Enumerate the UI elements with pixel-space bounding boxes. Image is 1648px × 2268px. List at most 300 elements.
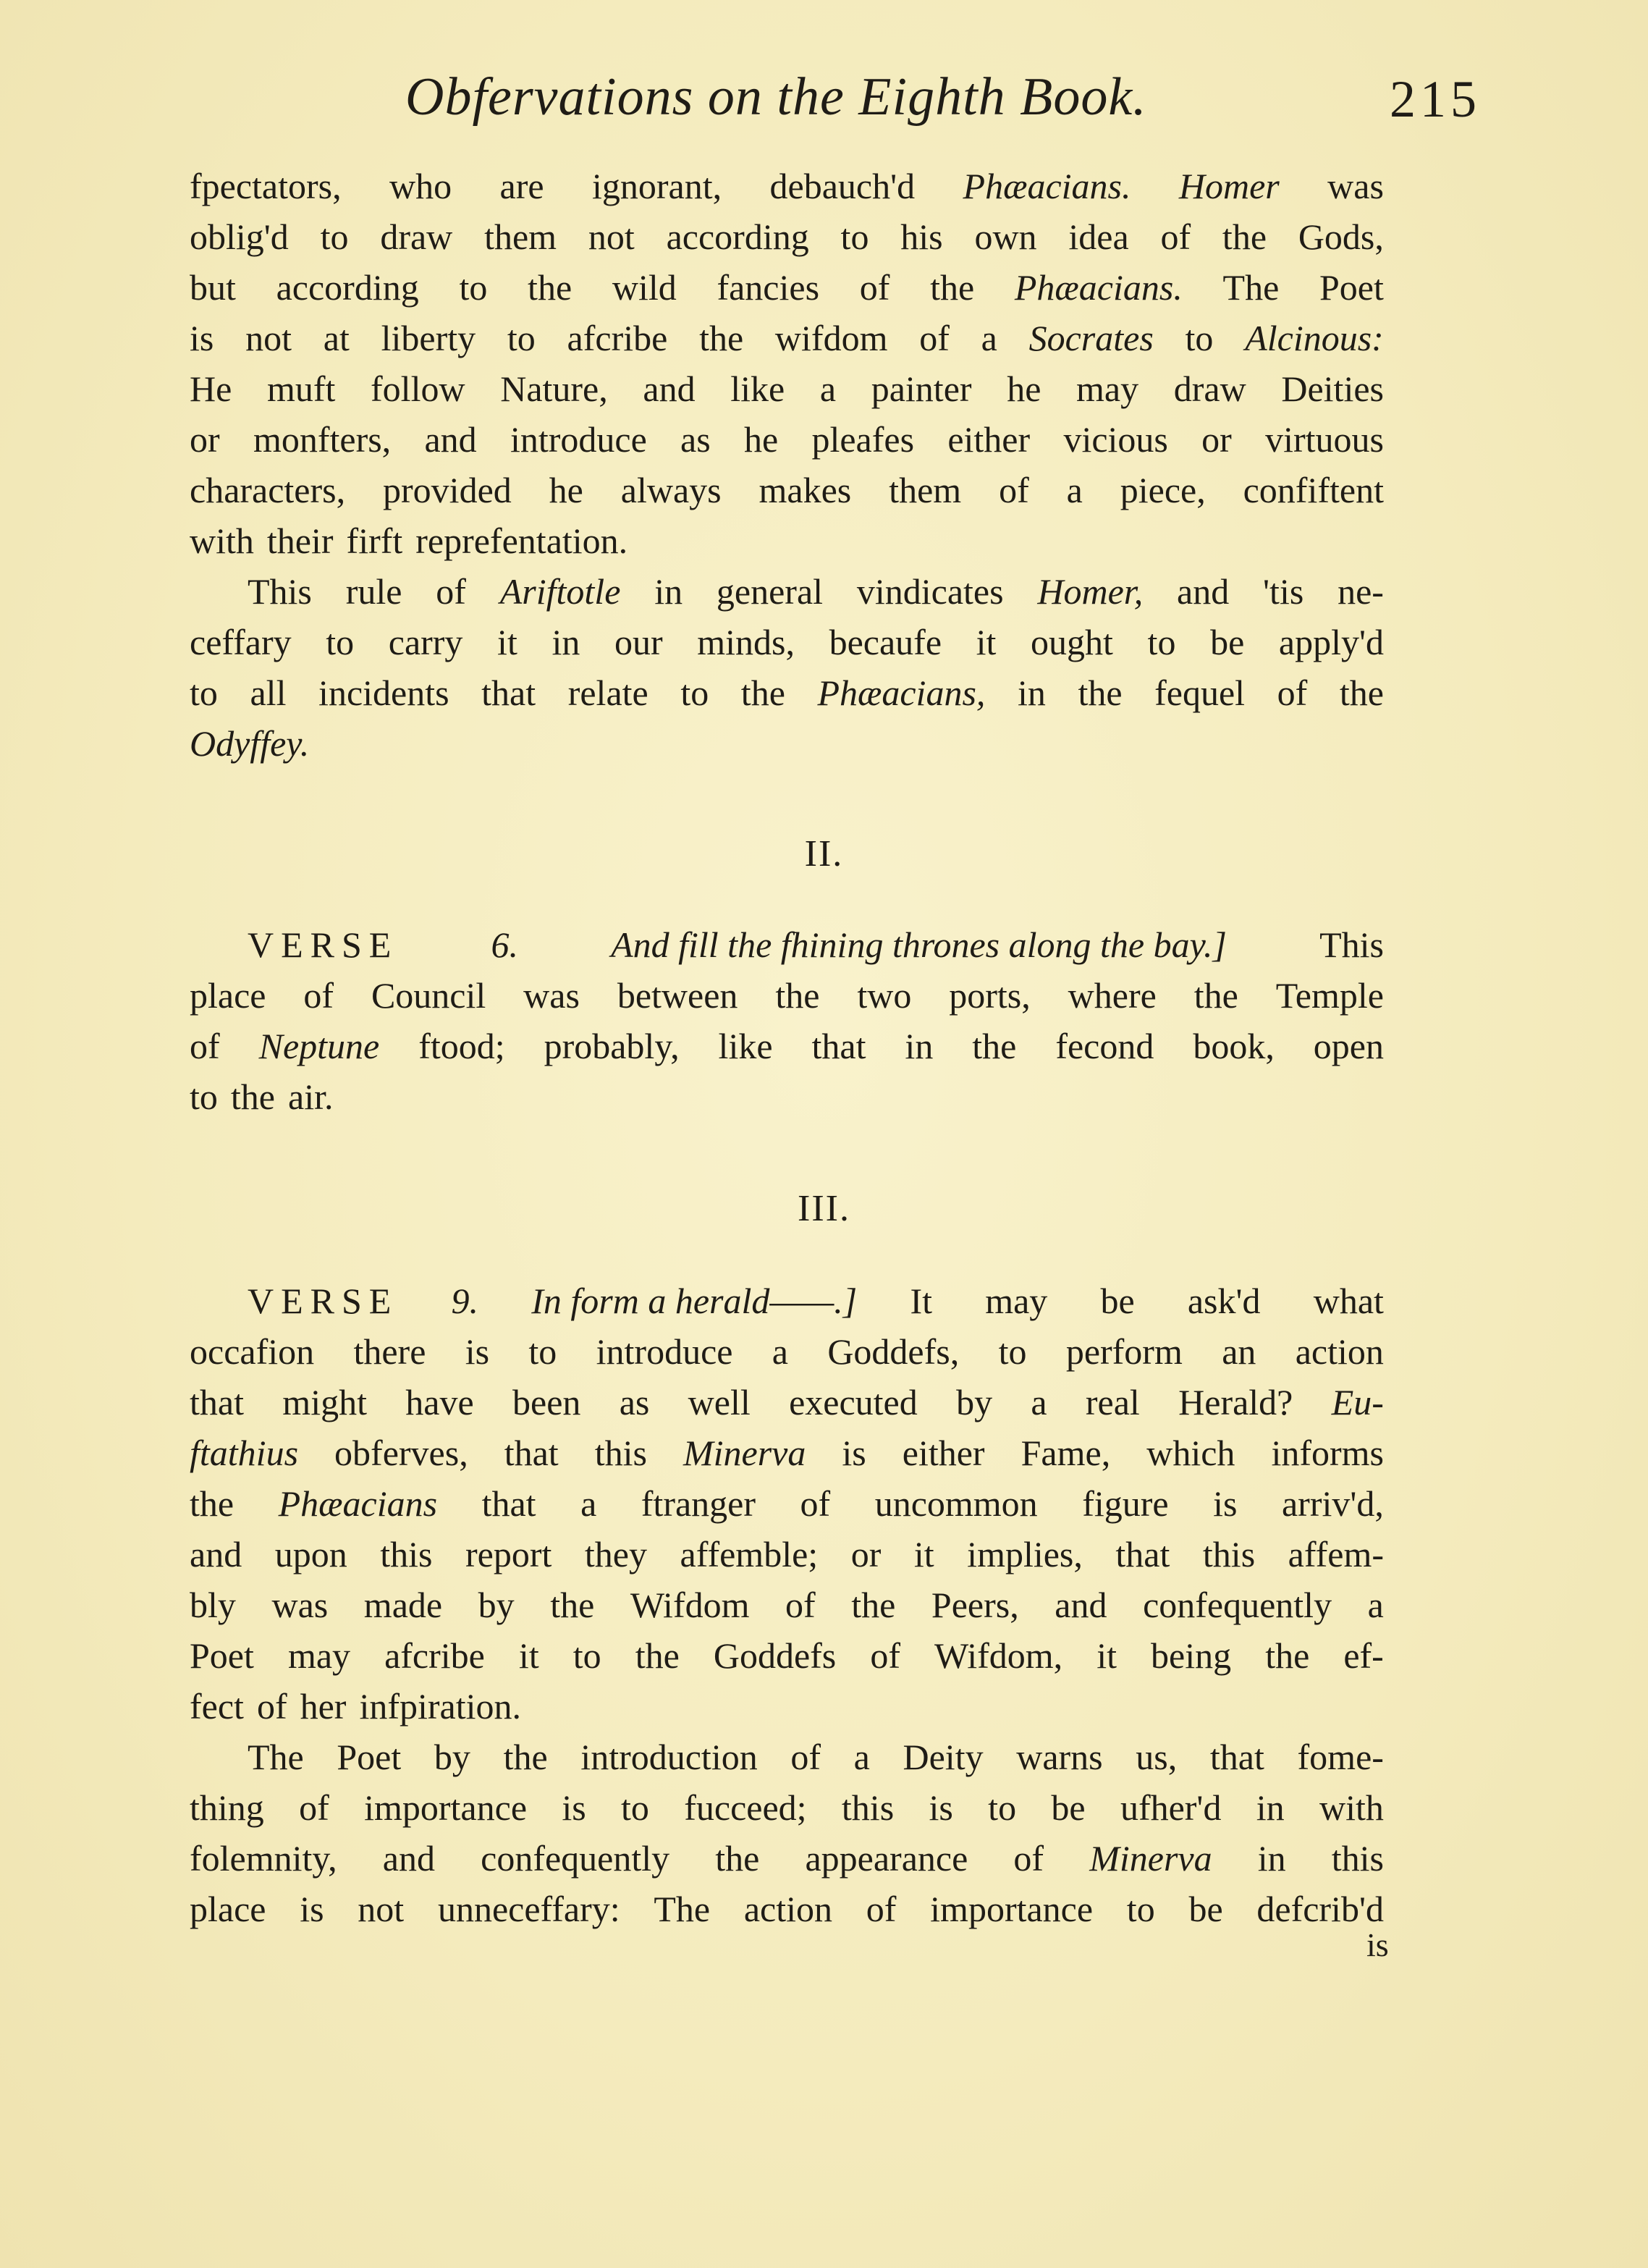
word: our: [614, 622, 663, 662]
word: upon: [274, 1534, 347, 1574]
word: that: [1115, 1534, 1170, 1574]
word: muft: [266, 368, 336, 409]
word: virtuous: [1265, 419, 1384, 460]
word: He: [190, 368, 232, 409]
word: real: [1085, 1382, 1140, 1422]
word: what: [1313, 1281, 1384, 1321]
word: affemble;: [680, 1534, 819, 1574]
word: rule: [345, 571, 402, 612]
word: relate: [567, 673, 648, 713]
text-line: [190, 667, 1384, 718]
word: wild: [612, 267, 677, 308]
word: might: [282, 1382, 367, 1422]
word: air.: [288, 1076, 334, 1117]
word: us,: [1136, 1737, 1178, 1777]
word: perform: [1065, 1331, 1183, 1372]
text-line: [190, 919, 1384, 970]
word: appearance: [805, 1838, 968, 1879]
word: liberty: [381, 318, 476, 358]
word: Herald?: [1178, 1382, 1293, 1422]
word: as: [680, 419, 711, 460]
word: obferves,: [334, 1433, 468, 1473]
text-line: [190, 1580, 1384, 1630]
word: and: [382, 1838, 435, 1879]
word: monfters,: [253, 419, 392, 460]
word: they: [584, 1534, 647, 1574]
word: Poet: [1319, 267, 1384, 308]
word: Wifdom: [630, 1585, 750, 1625]
word: to: [507, 318, 536, 358]
word: Deity: [903, 1737, 984, 1777]
word: was: [523, 975, 580, 1016]
text-line: [190, 1833, 1384, 1884]
word: was: [1327, 166, 1384, 206]
word: the: [1339, 673, 1384, 713]
word: either: [902, 1433, 985, 1473]
text-line: [190, 1326, 1384, 1377]
word: is: [190, 318, 214, 358]
word: confiftent: [1243, 470, 1384, 510]
word: ftranger: [641, 1483, 756, 1524]
word: Alcinous:: [1245, 318, 1384, 358]
word: The: [248, 1737, 304, 1777]
word: becaufe: [829, 622, 942, 662]
text-line: [190, 262, 1384, 313]
word: importance: [930, 1889, 1094, 1929]
word: to: [840, 216, 869, 257]
word: action: [743, 1889, 833, 1929]
word: this: [594, 1433, 647, 1473]
word: the: [930, 267, 975, 308]
word: Eu-: [1331, 1382, 1384, 1422]
word: or: [850, 1534, 882, 1574]
word: an: [1222, 1331, 1256, 1372]
word: Fame,: [1021, 1433, 1111, 1473]
word: there: [353, 1331, 426, 1372]
word: infpiration.: [359, 1686, 521, 1727]
word: draw: [380, 216, 453, 257]
word: ask'd: [1187, 1281, 1261, 1321]
text-line: [190, 161, 1384, 211]
word: 9.: [451, 1281, 479, 1321]
word: ftood;: [418, 1026, 505, 1066]
word: to: [572, 1635, 601, 1676]
word: apply'd: [1278, 622, 1384, 662]
word: It: [910, 1281, 932, 1321]
page-number: 215: [1390, 70, 1481, 128]
text-line: [190, 313, 1384, 363]
word: it: [976, 622, 997, 662]
word: informs: [1271, 1433, 1384, 1473]
word: Poet: [337, 1737, 402, 1777]
word: thing: [190, 1787, 264, 1828]
section-three-note: [190, 1276, 1384, 1732]
word: place: [190, 975, 266, 1016]
word: to: [1126, 1889, 1155, 1929]
word: Phæacians.: [1014, 267, 1183, 308]
word: reprefentation.: [415, 520, 628, 561]
word: the: [972, 1026, 1017, 1066]
word: that: [811, 1026, 866, 1066]
word: may: [287, 1635, 351, 1676]
word: Neptune: [258, 1026, 380, 1066]
word: unneceffary:: [437, 1889, 620, 1929]
word: ceffary: [190, 622, 292, 662]
word: which: [1146, 1433, 1235, 1473]
word: at: [323, 318, 350, 358]
word: introduce: [510, 419, 647, 460]
word: bly: [190, 1585, 236, 1625]
word: not: [588, 216, 635, 257]
word: that: [190, 1382, 244, 1422]
text-line: [190, 363, 1384, 414]
word: 6.: [491, 924, 518, 965]
word: of: [800, 1483, 831, 1524]
word: implies,: [967, 1534, 1083, 1574]
running-head: Obfervations on the Eighth Book.: [405, 67, 1147, 127]
word: Poet: [190, 1635, 254, 1676]
word: but: [190, 267, 236, 308]
word: or: [190, 419, 220, 460]
section-two-note: [190, 919, 1384, 1122]
word: Wifdom,: [934, 1635, 1063, 1676]
word: ufher'd: [1120, 1787, 1222, 1828]
text-line: [190, 566, 1384, 617]
word: follow: [371, 368, 465, 409]
word: Peers,: [931, 1585, 1019, 1625]
word: a: [981, 318, 997, 358]
word: the: [503, 1737, 548, 1777]
word: to: [459, 267, 488, 308]
word: made: [363, 1585, 443, 1625]
word: importance: [364, 1787, 528, 1828]
word: The: [1222, 267, 1280, 308]
catchword: is: [1366, 1926, 1389, 1963]
section-three-paragraph-two: [190, 1732, 1384, 1934]
word: like: [730, 368, 785, 409]
word: minds,: [697, 622, 795, 662]
word: Minerva: [1089, 1838, 1212, 1879]
word: be: [1100, 1281, 1135, 1321]
word: of: [1277, 673, 1308, 713]
word: general: [716, 571, 824, 612]
word: according: [276, 267, 419, 308]
word: that: [481, 673, 536, 713]
word: be: [1188, 1889, 1223, 1929]
word: Socrates: [1028, 318, 1154, 358]
word: to: [998, 1331, 1027, 1372]
word: arriv'd,: [1281, 1483, 1384, 1524]
word: Phæacians.: [963, 166, 1131, 206]
word: draw: [1173, 368, 1246, 409]
word: pleafes: [811, 419, 915, 460]
word: provided: [383, 470, 512, 510]
word: fome-: [1297, 1737, 1384, 1777]
word: action: [1295, 1331, 1384, 1372]
word: defcrib'd: [1256, 1889, 1384, 1929]
word: or: [1201, 419, 1232, 460]
word: may: [1076, 368, 1139, 409]
word: in: [905, 1026, 934, 1066]
word: VERSE: [248, 924, 399, 965]
word: was: [271, 1585, 329, 1625]
section-one-paragraph-two: [190, 566, 1384, 769]
word: this: [1202, 1534, 1256, 1574]
word: that: [481, 1483, 536, 1524]
word: Homer,: [1037, 571, 1144, 612]
word: be: [1051, 1787, 1086, 1828]
word: own: [974, 216, 1037, 257]
word: as: [619, 1382, 650, 1422]
word: Gods,: [1298, 216, 1384, 257]
word: In form a herald——.]: [531, 1281, 858, 1321]
word: that: [1209, 1737, 1264, 1777]
word: carry: [388, 622, 463, 662]
word: he: [549, 470, 583, 510]
word: Goddefs,: [827, 1331, 960, 1372]
word: vicious: [1063, 419, 1168, 460]
word: the: [550, 1585, 595, 1625]
word: The: [654, 1889, 711, 1929]
word: the: [1193, 975, 1238, 1016]
word: the: [775, 975, 820, 1016]
word: to: [528, 1331, 557, 1372]
word: his: [900, 216, 943, 257]
word: piece,: [1120, 470, 1206, 510]
word: confequently: [481, 1838, 670, 1879]
word: to: [1147, 622, 1176, 662]
word: debauch'd: [769, 166, 916, 206]
section-numeral-two: II.: [804, 833, 844, 874]
word: confequently: [1143, 1585, 1332, 1625]
word: and: [643, 368, 696, 409]
word: is: [1213, 1483, 1238, 1524]
word: fancies: [717, 267, 820, 308]
word: where: [1068, 975, 1157, 1016]
word: all: [250, 673, 287, 713]
word: the: [1078, 673, 1123, 713]
word: fect: [190, 1686, 244, 1727]
word: Ariftotle: [499, 571, 621, 612]
word: them: [889, 470, 962, 510]
word: occafion: [190, 1331, 315, 1372]
word: between: [617, 975, 738, 1016]
word: introduction: [580, 1737, 758, 1777]
word: VERSE: [248, 1281, 399, 1321]
text-line: [190, 1021, 1384, 1071]
text-line: [190, 1276, 1384, 1326]
word: the: [190, 1483, 234, 1524]
word: afcribe: [384, 1635, 485, 1676]
word: fpectators,: [190, 166, 342, 206]
word: the: [230, 1076, 275, 1117]
word: in: [1256, 1787, 1285, 1828]
word: to: [320, 216, 349, 257]
word: ports,: [949, 975, 1031, 1016]
word: book,: [1193, 1026, 1275, 1066]
word: is: [842, 1433, 866, 1473]
text-line: [190, 1884, 1384, 1934]
word: been: [512, 1382, 581, 1422]
word: fequel: [1154, 673, 1246, 713]
word: in: [654, 571, 683, 612]
word: a: [580, 1483, 597, 1524]
word: of: [299, 1787, 329, 1828]
word: of: [859, 267, 890, 308]
text-line: [190, 970, 1384, 1021]
word: of: [256, 1686, 287, 1727]
word: uncommon: [874, 1483, 1038, 1524]
word: a: [853, 1737, 870, 1777]
text-line: [190, 1630, 1384, 1681]
word: Council: [371, 975, 486, 1016]
section-numeral-three: III.: [798, 1188, 850, 1229]
word: two: [857, 975, 912, 1016]
text-line: [190, 465, 1384, 515]
word: he: [1007, 368, 1041, 409]
word: of: [1160, 216, 1191, 257]
word: by: [478, 1585, 515, 1625]
word: have: [405, 1382, 474, 1422]
word: affem-: [1288, 1534, 1384, 1574]
word: Nature,: [500, 368, 608, 409]
word: fucceed;: [684, 1787, 807, 1828]
word: vindicates: [856, 571, 1004, 612]
word: in: [552, 622, 580, 662]
text-line: [190, 211, 1384, 262]
word: of: [919, 318, 950, 358]
word: and: [1055, 1585, 1107, 1625]
word: by: [956, 1382, 993, 1422]
word: of: [866, 1889, 897, 1929]
word: to: [190, 673, 218, 713]
word: and: [190, 1534, 242, 1574]
word: to: [1185, 318, 1214, 358]
word: of: [785, 1585, 816, 1625]
word: he: [743, 419, 779, 460]
word: a: [819, 368, 837, 409]
word: Odyffey.: [190, 723, 310, 764]
word: Deities: [1281, 368, 1384, 409]
word: Homer: [1178, 166, 1280, 206]
word: ftathius: [190, 1433, 299, 1473]
word: them: [484, 216, 557, 257]
word: the: [740, 673, 785, 713]
word: ef-: [1343, 1635, 1384, 1676]
word: may: [985, 1281, 1048, 1321]
text-line: [190, 1782, 1384, 1833]
word: a: [772, 1331, 788, 1372]
word: Temple: [1275, 975, 1384, 1016]
word: report: [465, 1534, 552, 1574]
word: to: [326, 622, 355, 662]
word: is: [465, 1331, 490, 1372]
word: afcribe: [567, 318, 668, 358]
word: the: [851, 1585, 896, 1625]
word: the: [635, 1635, 680, 1676]
word: firft: [346, 520, 403, 561]
word: well: [688, 1382, 751, 1422]
text-line: [190, 1529, 1384, 1580]
text-line: [190, 1428, 1384, 1478]
word: And fill the fhining thrones along the bay.]: [611, 924, 1227, 965]
word: it: [1096, 1635, 1117, 1676]
word: oblig'd: [190, 216, 289, 257]
word: this: [380, 1534, 433, 1574]
word: the: [699, 318, 744, 358]
text-line: [190, 718, 1384, 769]
text-line: [190, 1681, 1384, 1732]
word: executed: [789, 1382, 918, 1422]
word: figure: [1082, 1483, 1169, 1524]
word: a: [1031, 1382, 1047, 1422]
word: is: [300, 1889, 324, 1929]
word: place: [190, 1889, 266, 1929]
word: the: [1265, 1635, 1310, 1676]
text-line: [190, 1478, 1384, 1529]
word: a: [1367, 1585, 1384, 1625]
word: open: [1313, 1026, 1384, 1066]
text-line: [190, 1071, 1384, 1122]
word: painter: [871, 368, 972, 409]
word: Minerva: [683, 1433, 806, 1473]
word: in: [1257, 1838, 1286, 1879]
word: to: [680, 673, 709, 713]
word: that: [504, 1433, 559, 1473]
word: it: [913, 1534, 934, 1574]
word: Phæacians: [278, 1483, 438, 1524]
word: makes: [758, 470, 852, 510]
word: her: [300, 1686, 347, 1727]
word: like: [718, 1026, 773, 1066]
word: a: [1066, 470, 1083, 510]
word: either: [947, 419, 1031, 460]
text-line: [190, 617, 1384, 667]
word: with: [1319, 1787, 1384, 1828]
word: this: [841, 1787, 895, 1828]
word: in: [1017, 673, 1046, 713]
text-line: [190, 1732, 1384, 1782]
word: their: [266, 520, 334, 561]
word: folemnity,: [190, 1838, 337, 1879]
word: by: [434, 1737, 470, 1777]
word: This: [248, 571, 312, 612]
word: of: [790, 1737, 821, 1777]
word: of: [999, 470, 1029, 510]
word: 'tis: [1263, 571, 1304, 612]
word: to: [190, 1076, 218, 1117]
section-one-paragraph-one: [190, 161, 1384, 566]
word: of: [190, 1026, 220, 1066]
word: it: [497, 622, 517, 662]
word: incidents: [318, 673, 449, 713]
word: ne-: [1338, 571, 1384, 612]
word: of: [436, 571, 466, 612]
word: of: [870, 1635, 900, 1676]
word: not: [358, 1889, 405, 1929]
text-line: [190, 1377, 1384, 1428]
word: being: [1151, 1635, 1232, 1676]
word: not: [245, 318, 292, 358]
word: are: [499, 166, 544, 206]
word: the: [528, 267, 572, 308]
word: of: [1013, 1838, 1044, 1879]
word: and: [424, 419, 477, 460]
word: of: [303, 975, 334, 1016]
word: who: [389, 166, 452, 206]
word: to: [621, 1787, 649, 1828]
word: is: [562, 1787, 586, 1828]
